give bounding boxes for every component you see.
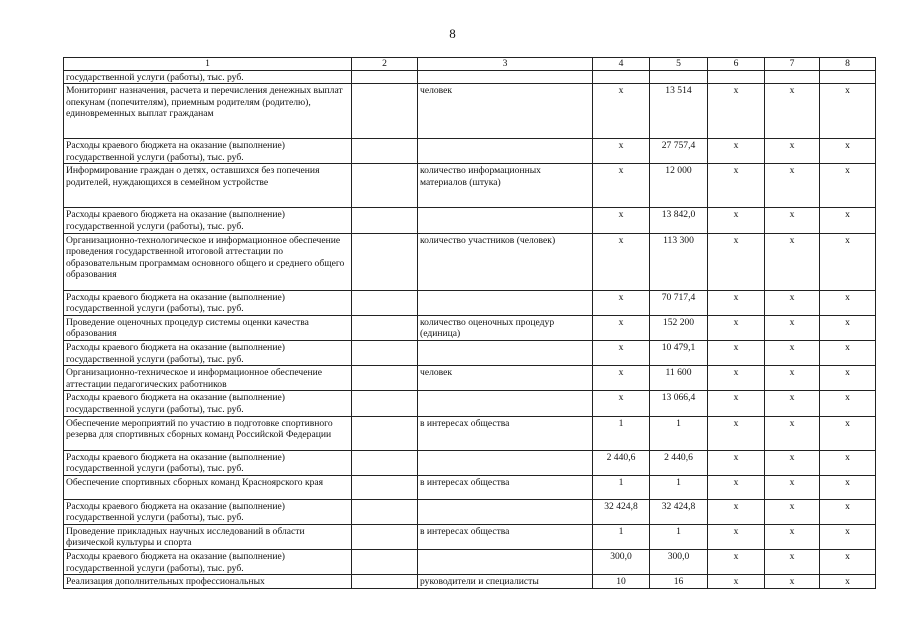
row-col5-cell: 32 424,8: [650, 499, 708, 524]
row-unit-cell: [418, 391, 593, 416]
row-name-cell: Расходы краевого бюджета на оказание (выполнение) государственной услуги (работы), тыс. руб.: [64, 550, 352, 575]
row-col2-cell: [352, 70, 418, 84]
header-cell: 2: [352, 58, 418, 71]
row-col4-cell: х: [593, 208, 650, 233]
row-unit-cell: [418, 208, 593, 233]
row-unit-cell: [418, 70, 593, 84]
row-col2-cell: [352, 84, 418, 139]
row-unit-cell: [418, 499, 593, 524]
row-col6-cell: х: [708, 391, 765, 416]
row-unit-cell: количество участников (человек): [418, 233, 593, 290]
row-col7-cell: х: [765, 416, 820, 450]
row-col8-cell: х: [820, 233, 876, 290]
header-cell: 4: [593, 58, 650, 71]
row-unit-cell: [418, 340, 593, 365]
row-name-cell: Расходы краевого бюджета на оказание (выполнение) государственной услуги (работы), тыс. руб.: [64, 208, 352, 233]
table-row: [64, 233, 876, 290]
row-col7-cell: х: [765, 550, 820, 575]
row-col6-cell: х: [708, 524, 765, 549]
row-col2-cell: [352, 233, 418, 290]
row-col7-cell: х: [765, 84, 820, 139]
row-col6-cell: х: [708, 315, 765, 340]
row-name-cell: Проведение оценочных процедур системы оценки качества образования: [64, 315, 352, 340]
row-col5-cell: 113 300: [650, 233, 708, 290]
table-row: [64, 208, 876, 233]
row-name-cell: Организационно-техническое и информационное обеспечение аттестации педагогических работников: [64, 366, 352, 391]
row-col2-cell: [352, 499, 418, 524]
row-col5-cell: 16: [650, 575, 708, 589]
header-cell: 1: [64, 58, 352, 71]
row-col5-cell: 70 717,4: [650, 290, 708, 315]
row-col6-cell: х: [708, 164, 765, 208]
row-col4-cell: [593, 70, 650, 84]
row-col2-cell: [352, 575, 418, 589]
row-col2-cell: [352, 550, 418, 575]
row-name-cell: Расходы краевого бюджета на оказание (выполнение) государственной услуги (работы), тыс. руб.: [64, 450, 352, 475]
row-col2-cell: [352, 164, 418, 208]
row-unit-cell: [418, 450, 593, 475]
row-col4-cell: 1: [593, 524, 650, 549]
row-col7-cell: х: [765, 139, 820, 164]
row-col4-cell: х: [593, 315, 650, 340]
row-col4-cell: х: [593, 164, 650, 208]
page-number: 8: [449, 26, 456, 41]
row-col2-cell: [352, 208, 418, 233]
row-col6-cell: х: [708, 450, 765, 475]
row-col7-cell: [765, 70, 820, 84]
row-col5-cell: 152 200: [650, 315, 708, 340]
table-row: [64, 84, 876, 139]
row-name-cell: Реализация дополнительных профессиональных: [64, 575, 352, 589]
table-row: [64, 575, 876, 589]
services-table: [63, 57, 876, 589]
row-col2-cell: [352, 340, 418, 365]
row-col8-cell: х: [820, 450, 876, 475]
row-col8-cell: х: [820, 475, 876, 499]
row-col8-cell: х: [820, 164, 876, 208]
row-col5-cell: 13 842,0: [650, 208, 708, 233]
row-col4-cell: 300,0: [593, 550, 650, 575]
row-col4-cell: х: [593, 391, 650, 416]
row-col4-cell: х: [593, 233, 650, 290]
header-cell: 8: [820, 58, 876, 71]
row-unit-cell: человек: [418, 366, 593, 391]
row-col4-cell: х: [593, 290, 650, 315]
row-col6-cell: х: [708, 575, 765, 589]
row-col8-cell: х: [820, 499, 876, 524]
table-row: [64, 475, 876, 499]
table-row: [64, 164, 876, 208]
row-col6-cell: х: [708, 340, 765, 365]
row-col7-cell: х: [765, 475, 820, 499]
row-col4-cell: 10: [593, 575, 650, 589]
row-col5-cell: 13 066,4: [650, 391, 708, 416]
row-col6-cell: х: [708, 416, 765, 450]
table-row: [64, 391, 876, 416]
header-cell: 6: [708, 58, 765, 71]
row-unit-cell: количество информационных материалов (штука): [418, 164, 593, 208]
table-row: [64, 366, 876, 391]
row-col6-cell: х: [708, 550, 765, 575]
header-cell: 3: [418, 58, 593, 71]
row-col8-cell: х: [820, 84, 876, 139]
row-col2-cell: [352, 366, 418, 391]
row-col5-cell: 1: [650, 524, 708, 549]
row-col8-cell: х: [820, 208, 876, 233]
row-name-cell: Обеспечение мероприятий по участию в подготовке спортивного резерва для спортивных сборных команд Российской Федерации: [64, 416, 352, 450]
row-col5-cell: 2 440,6: [650, 450, 708, 475]
row-col5-cell: 13 514: [650, 84, 708, 139]
row-unit-cell: человек: [418, 84, 593, 139]
row-col8-cell: х: [820, 366, 876, 391]
table-header-row: [64, 58, 876, 71]
row-col2-cell: [352, 450, 418, 475]
row-col5-cell: [650, 70, 708, 84]
row-col8-cell: [820, 70, 876, 84]
row-unit-cell: [418, 550, 593, 575]
row-name-cell: Расходы краевого бюджета на оказание (выполнение) государственной услуги (работы), тыс. руб.: [64, 139, 352, 164]
row-col5-cell: 300,0: [650, 550, 708, 575]
row-name-cell: Проведение прикладных научных исследований в области физической культуры и спорта: [64, 524, 352, 549]
row-col7-cell: х: [765, 340, 820, 365]
row-col2-cell: [352, 391, 418, 416]
row-col8-cell: х: [820, 290, 876, 315]
row-col2-cell: [352, 475, 418, 499]
table-row: [64, 290, 876, 315]
row-unit-cell: в интересах общества: [418, 416, 593, 450]
row-col5-cell: 11 600: [650, 366, 708, 391]
row-col2-cell: [352, 416, 418, 450]
row-col2-cell: [352, 290, 418, 315]
row-col5-cell: 10 479,1: [650, 340, 708, 365]
row-name-cell: Расходы краевого бюджета на оказание (выполнение) государственной услуги (работы), тыс. руб.: [64, 290, 352, 315]
table-row: [64, 524, 876, 549]
row-col7-cell: х: [765, 315, 820, 340]
table-row: [64, 139, 876, 164]
row-col4-cell: 1: [593, 475, 650, 499]
row-name-cell: Информирование граждан о детях, оставшихся без попечения родителей, нуждающихся в семейном устройстве: [64, 164, 352, 208]
row-name-cell: Организационно-технологическое и информационное обеспечение проведения государственной итоговой аттестации по образовательным программам основного общего и среднего общего образования: [64, 233, 352, 290]
row-name-cell: Расходы краевого бюджета на оказание (выполнение) государственной услуги (работы), тыс. руб.: [64, 499, 352, 524]
row-col6-cell: х: [708, 84, 765, 139]
row-col4-cell: 32 424,8: [593, 499, 650, 524]
row-col6-cell: х: [708, 290, 765, 315]
header-cell: 5: [650, 58, 708, 71]
row-col5-cell: 1: [650, 416, 708, 450]
row-col4-cell: 2 440,6: [593, 450, 650, 475]
row-name-cell: Обеспечение спортивных сборных команд Красноярского края: [64, 475, 352, 499]
row-unit-cell: количество оценочных процедур (единица): [418, 315, 593, 340]
table-row: [64, 340, 876, 365]
row-col6-cell: х: [708, 139, 765, 164]
row-col4-cell: х: [593, 139, 650, 164]
row-unit-cell: [418, 139, 593, 164]
row-col2-cell: [352, 524, 418, 549]
row-col7-cell: х: [765, 391, 820, 416]
row-name-cell: Мониторинг назначения, расчета и перечисления денежных выплат опекунам (попечителям), приемным родителям (родителю), единовременных выплат гражданам: [64, 84, 352, 139]
row-col4-cell: х: [593, 366, 650, 391]
row-col5-cell: 1: [650, 475, 708, 499]
header-cell: 7: [765, 58, 820, 71]
row-unit-cell: в интересах общества: [418, 475, 593, 499]
row-col7-cell: х: [765, 366, 820, 391]
row-col6-cell: [708, 70, 765, 84]
row-col6-cell: х: [708, 208, 765, 233]
row-col7-cell: х: [765, 290, 820, 315]
row-col7-cell: х: [765, 208, 820, 233]
row-col8-cell: х: [820, 315, 876, 340]
row-col8-cell: х: [820, 524, 876, 549]
row-col6-cell: х: [708, 475, 765, 499]
row-col8-cell: х: [820, 391, 876, 416]
row-col8-cell: х: [820, 550, 876, 575]
table-row: [64, 315, 876, 340]
row-col5-cell: 12 000: [650, 164, 708, 208]
row-col7-cell: х: [765, 164, 820, 208]
row-name-cell: Расходы краевого бюджета на оказание (выполнение) государственной услуги (работы), тыс. руб.: [64, 340, 352, 365]
row-col4-cell: х: [593, 84, 650, 139]
row-col7-cell: х: [765, 524, 820, 549]
row-col8-cell: х: [820, 139, 876, 164]
row-col5-cell: 27 757,4: [650, 139, 708, 164]
row-col7-cell: х: [765, 575, 820, 589]
row-col7-cell: х: [765, 499, 820, 524]
row-col2-cell: [352, 139, 418, 164]
row-col8-cell: х: [820, 575, 876, 589]
row-col6-cell: х: [708, 233, 765, 290]
row-name-cell: государственной услуги (работы), тыс. руб.: [64, 70, 352, 84]
table-row: [64, 70, 876, 84]
table-row: [64, 499, 876, 524]
row-col6-cell: х: [708, 366, 765, 391]
row-col2-cell: [352, 315, 418, 340]
row-col8-cell: х: [820, 340, 876, 365]
table-row: [64, 450, 876, 475]
row-col4-cell: 1: [593, 416, 650, 450]
row-name-cell: Расходы краевого бюджета на оказание (выполнение) государственной услуги (работы), тыс. руб.: [64, 391, 352, 416]
row-unit-cell: [418, 290, 593, 315]
table-row: [64, 550, 876, 575]
row-col6-cell: х: [708, 499, 765, 524]
row-unit-cell: руководители и специалисты: [418, 575, 593, 589]
table-row: [64, 416, 876, 450]
row-col4-cell: х: [593, 340, 650, 365]
row-col7-cell: х: [765, 450, 820, 475]
row-col8-cell: х: [820, 416, 876, 450]
row-unit-cell: в интересах общества: [418, 524, 593, 549]
row-col7-cell: х: [765, 233, 820, 290]
